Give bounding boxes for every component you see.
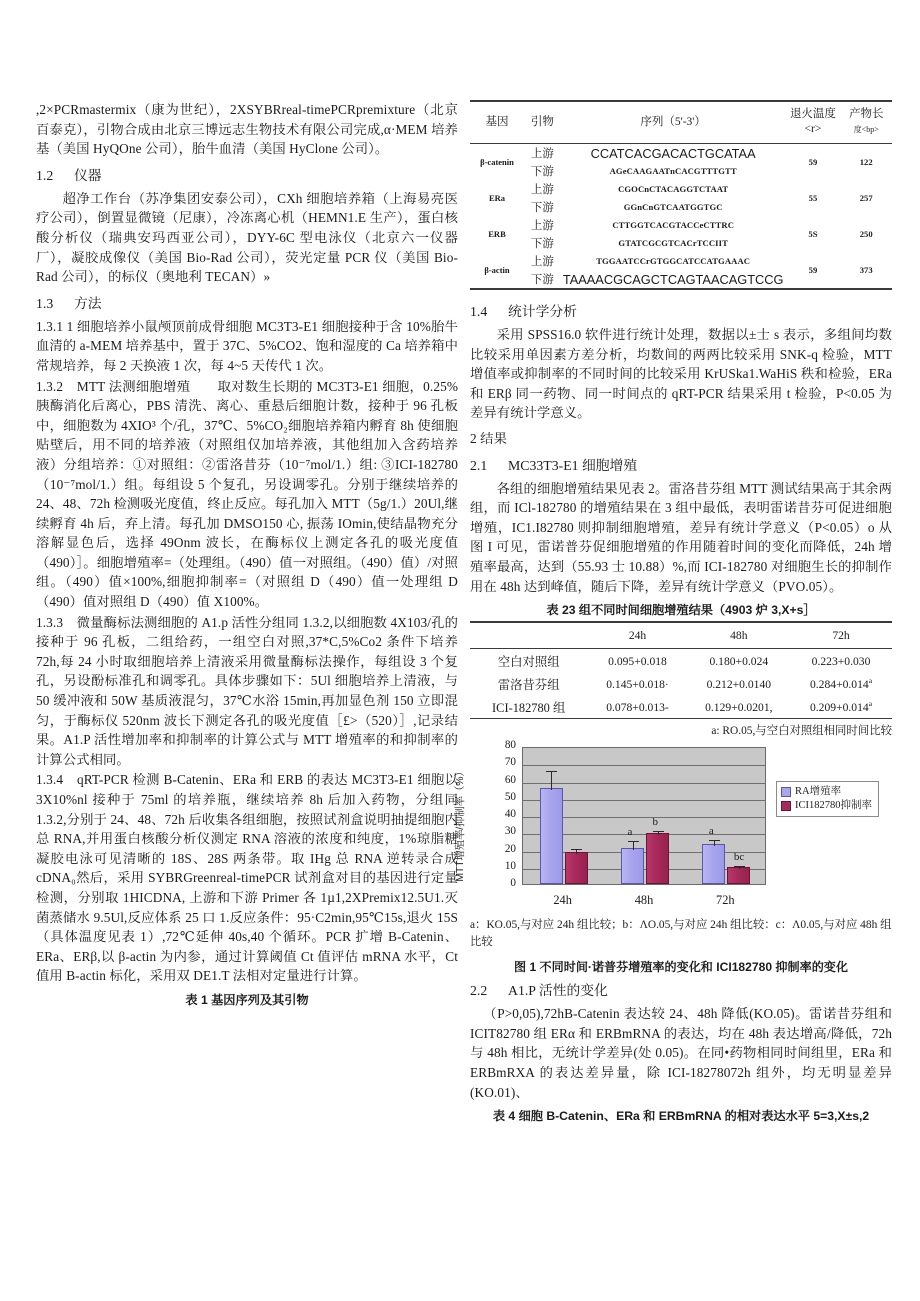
table1-cell-primer-fwd: 上游 bbox=[530, 148, 554, 160]
table1-cell-primer-rev: 下游 bbox=[530, 166, 554, 178]
legend-swatch-icon bbox=[781, 801, 791, 811]
right-column bbox=[454, 100, 892, 1127]
legend-label-ra: RA增殖率 bbox=[795, 786, 842, 798]
figure-1-caption: 图 1 不同时间·诺普芬增殖率的变化和 ICI182780 抑制率的变化 bbox=[514, 960, 848, 975]
table1-cell-primer-rev: 下游 bbox=[530, 238, 554, 250]
chart-y-tick-label: 70 bbox=[504, 756, 516, 769]
figure-1-chart bbox=[454, 739, 892, 913]
table1-cell-primer-rev: 下游 bbox=[530, 202, 554, 214]
legend-swatch-icon bbox=[781, 787, 791, 797]
heading-1-3-number: 1.3 bbox=[36, 295, 54, 311]
table4-caption: 表 4 细胞 B-Catenin、ERa 和 ERBmRNA 的相对表达水平 5=3,X±s,2 bbox=[492, 1109, 870, 1124]
heading-1-2-title: 仪器 bbox=[74, 167, 102, 183]
table2-cell-72h bbox=[790, 649, 892, 673]
table1-cell-bp: 122 bbox=[859, 157, 873, 167]
table2-sup: a bbox=[868, 699, 873, 709]
table2-sup: a bbox=[868, 676, 873, 686]
paragraph-2-1: 各组的细胞增殖结果见表 2。雷洛昔芬组 MTT 测试结果高于其余两组，而 ICl-182780 的增殖结果在 3 组中最低，表明雷诺昔芬可促进细胞增殖，IC1.I82780 则抑制细胞增殖，差异有统计学意义（P<0.05）o 从图 I 可见，雷诺普芬促细胞增殖的作用随着时间的变化而降低，24h 增殖率最高，达到（55.93 士 10.88）%,而 ICI-182780 对细胞生长的抑制作用在 48h 达到峰值，随后下降，差异有统计学意义（PVO.05）。 bbox=[470, 480, 892, 594]
paragraph-2-2: （P>0,05),72hB-Catenin 表达较 24、48h 降低(KO.05)。雷诺昔芬组和 ICIT82780 组 ERα 和 ERBmRNA 的表达，均在 48h 表达增高/降低，72h 与 48h 相比，无统计学差异(处 0.05)。在同•药物相同时间组里，ERa 和 ERBmRXA 的表达差异量，除 ICI-18278072h 组外，均无明显差异(KO.01)、 bbox=[470, 1006, 892, 1100]
heading-1-2 bbox=[36, 166, 458, 186]
table1-cell-gene: ERa bbox=[488, 193, 506, 203]
heading-2-1-title: MC33T3-E1 细胞增殖 bbox=[508, 457, 638, 473]
heading-1-4-number: 1.4 bbox=[470, 304, 488, 319]
table2-value: 0.078+0.013- bbox=[606, 701, 669, 715]
chart-x-tick-label: 72h bbox=[716, 893, 735, 908]
table-proliferation-results bbox=[470, 621, 892, 719]
table1-cell-bp: 373 bbox=[859, 265, 873, 275]
table2-value: 0.095+0.018 bbox=[608, 655, 667, 669]
chart-y-tick-label: 50 bbox=[504, 790, 516, 803]
table2-value: 0.180+0.024 bbox=[709, 655, 769, 669]
paragraph-instruments: 超净工作台（苏净集团安泰公司），CXh 细胞培养箱（上海易亮医疗公司），倒置显微镜（尼康），冷冻离心机（HEMN1.E 生产），蛋白核酸分析仪（瑞典安玛西亚公司），DYY-6C 型电泳仪（北京六一仪器厂），凝胶成像仪（美国 Bio-Rad 公司），荧光定量 PCR 仪（美国 Bio-Rad 公司），的标仪（奥地利 TECAN）» bbox=[36, 190, 458, 285]
table1-cell-seq-rev: GTATCGCGTCACrTCCIIT bbox=[618, 238, 728, 248]
legend-entry-ici bbox=[781, 799, 872, 813]
table1-header-sequence: 序列（5'-3'） bbox=[561, 101, 786, 144]
table2-value: 0.223+0.030 bbox=[811, 655, 871, 669]
table1-header-primer: 引物 bbox=[524, 101, 561, 144]
table2-cell-72h bbox=[790, 695, 892, 719]
chart-x-tick-label: 24h bbox=[553, 893, 572, 908]
chart-significance-label: bc bbox=[733, 850, 745, 863]
table1-caption: 表 1 基因序列及其引物 bbox=[185, 992, 309, 1007]
table1-header-bp-line2: 度<bp> bbox=[853, 125, 879, 134]
chart-error-cap bbox=[734, 866, 745, 867]
legend-entry-ra bbox=[781, 785, 872, 799]
chart-y-tick-label: 60 bbox=[504, 773, 516, 786]
table1-cell-primer-fwd: 上游 bbox=[530, 184, 554, 196]
table2-header-48h: 48h bbox=[688, 622, 790, 649]
paragraph-1-3-2: 1.3.2 MTT 法测细胞增殖 取对数生长期的 MC3T3-E1 细胞，0.25%胰酶消化后离心，PBS 清洗、离心、重悬后细胞计数，接种于 96 孔板中，细胞数为 4XIO³ 个/孔，37℃、5%CO₂细胞培养箱内孵育 8h 使细胞贴壁后，用不同的培养液（对照组仅加培养液，其他组加入含药培养液）分组培养：①对照组：②雷洛昔芬（10⁻⁷mol/1.）组: ③ICI-182780（10⁻⁷mol/1.）组。每组设 5 个复孔，另设调零孔。分别于继续培养的 24、48、72h 检测吸光度值，终止反应。每孔加入 MTT（5g/1.）20Ul,继续孵育 4h 后，弃上清。每孔加 DMSO150 心, 振荡 IOmin,使结晶物充分溶解显色后，选择 49Onm 波长，在酶标仪上测定各孔的吸光度值（490）］。细胞增殖率=（处理组。（490）值一对照组。（490）值）/对照组。（490）值×100%,细胞抑制率=（对照组 D（490）值一处理组 D（490）值对照组 D（490）值 X100%。 bbox=[36, 378, 458, 610]
table2-cell-24h bbox=[587, 649, 687, 673]
chart-bar bbox=[621, 848, 644, 884]
legend-label-ici: ICI182780抑制率 bbox=[795, 800, 872, 812]
paragraph-materials: ,2×PCRmastermix（康为世纪），2XSYBRreal-timePCRpremixture（北京百泰克），引物合成由北京三博远志生物技术有限公司完成,α·MEM 培养基（美国 HyQOne 公司），胎牛血清（美国 HyClone 公司）。 bbox=[36, 102, 458, 157]
chart-error-cap bbox=[628, 841, 639, 842]
heading-2-results: 2 结果 bbox=[470, 430, 507, 446]
paragraph-1-3-3: 1.3.3 微量酶标法测细胞的 A1.p 活性分组同 1.3.2,以细胞数 4X103/孔的接种于 96 孔板，二组给药，一组空白对照,37*C,5%Co2 条件下培养 72h,每 24 小时取细胞培养上清液采用微量酶标法操作，每组设 3 个复孔，另设酚标准孔和调零孔。具体步骤如下：5Ul 细胞培养上清液，与 50 缓冲液和 50W 基质液混匀，37℃水浴 15min,再加显色剂 150 立即混匀，于酶标仪 520nm 波长下测定各孔的吸光度值［£>（520）］,记录结果。A1.P 活性增加率和抑制率的计算公式与 MTT 增殖率的和抑制率的计算公式相同。 bbox=[36, 614, 458, 767]
chart-x-tick-label: 48h bbox=[634, 893, 654, 908]
chart-gridline bbox=[523, 765, 765, 766]
table-gene-sequences bbox=[470, 100, 892, 290]
table1-cell-tm: 55 bbox=[808, 193, 818, 203]
table1-header-tm-line1: 退火温度 bbox=[789, 108, 836, 120]
table1-cell-gene: ERB bbox=[488, 229, 506, 239]
chart-error-cap bbox=[546, 771, 557, 772]
table1-cell-bp: 250 bbox=[859, 229, 873, 239]
chart-y-tick-label: 40 bbox=[504, 808, 516, 821]
table1-cell-seq-rev: AGeCAAGAATnCACGTTTGTT bbox=[609, 166, 737, 176]
heading-2-2 bbox=[470, 981, 892, 1001]
table1-cell-seq-fwd: CCATCACGACACTGCATAA bbox=[590, 145, 756, 161]
chart-error-bar bbox=[633, 841, 634, 850]
table1-cell-tm: 59 bbox=[808, 157, 818, 167]
table1-cell-tm: 5S bbox=[808, 229, 818, 239]
table1-body bbox=[470, 144, 892, 290]
table2-footnote: a: RO.05,与空白对照组相同时间比较 bbox=[711, 725, 892, 738]
left-column bbox=[36, 100, 458, 1011]
chart-bar bbox=[565, 852, 588, 884]
heading-1-3 bbox=[36, 294, 458, 314]
chart-error-bar bbox=[551, 771, 552, 790]
chart-bar bbox=[702, 844, 725, 884]
table2-cell-48h bbox=[688, 672, 790, 695]
table1-cell-seq-fwd: CTTGGTCACGTACCeCTTRC bbox=[612, 220, 734, 230]
chart-plot-area bbox=[522, 747, 766, 885]
chart-error-cap bbox=[571, 849, 582, 850]
table2-caption: 表 23 组不同时间细胞增殖结果（4903 炉 3,X+s］ bbox=[546, 603, 816, 618]
chart-y-tick-label: 20 bbox=[504, 842, 516, 855]
chart-bar bbox=[540, 788, 563, 884]
table1-header-gene: 基因 bbox=[470, 101, 524, 144]
table2-value: 0.284+0.014 bbox=[809, 678, 869, 692]
table1-cell-seq-fwd: CGOCnCTACAGGTCTAAT bbox=[618, 184, 729, 194]
table1-cell-primer-fwd: 上游 bbox=[530, 220, 554, 232]
chart-error-cap bbox=[653, 831, 664, 832]
heading-1-3-title: 方法 bbox=[74, 295, 102, 311]
table1-cell-primer-fwd: 上游 bbox=[530, 256, 554, 268]
table1-cell-tm: 59 bbox=[808, 265, 818, 275]
table2-header-72h: 72h bbox=[790, 622, 892, 649]
table2-body bbox=[470, 649, 892, 719]
table-row bbox=[470, 180, 892, 198]
table2-cell-72h bbox=[790, 672, 892, 695]
figure-1-note: a：KO.05,与对应 24h 组比较；b：ΛO.05,与对应 24h 组比较：c：Λ0.05,与对应 48h 组比较 bbox=[470, 919, 892, 948]
table2-value: 0.129+0.0201, bbox=[705, 701, 773, 715]
chart-y-tick-label: 80 bbox=[504, 739, 516, 752]
table1-cell-gene: β-actin bbox=[484, 265, 510, 275]
heading-2-2-title: A1.P 活性的变化 bbox=[508, 983, 608, 999]
chart-significance-label: b bbox=[652, 816, 658, 829]
table-row bbox=[470, 216, 892, 234]
table-row bbox=[470, 695, 892, 719]
chart-y-tick-label: 30 bbox=[504, 825, 516, 838]
chart-gridline bbox=[523, 783, 765, 784]
table1-cell-seq-rev: GGnCnGTCAATGGTGC bbox=[623, 202, 723, 212]
table-row bbox=[470, 252, 892, 270]
paragraph-1-3-4: 1.3.4 qRT-PCR 检测 B-Catenin、ERa 和 ERB 的表达 MC3T3-E1 细胞以 3X10%nl 接种于 75ml 的培养瓶，继续培养 8h 后加入药物，分组同 1.3.2,分别于 24、48、72h 后收集各组细胞，按照试剂盒说明抽提细胞内总 RNA,并用蛋白核酸分析仪测定 RNA 溶液的浓度和纯度，1%琼脂糖凝胶电泳可见清晰的 18S、28S 两条带。取 IHg 总 RNA 逆转录合成 cDNA₀然后，采用 SYBRGreenreal-timePCR 试剂盒对目的基因进行定量检测，分别取 1HICDNA, 上游和下游 Primer 各 1µ1,2XPremix12.5U1.灭菌蒸储水 9.5Ul,反应体系 25 口 1.反应条件：95·C2min,95℃15s,退火 15S（具体温度见表 1）,72℃延伸 40s,40 个循环。PCR 扩增 B-Catenin、ERa、ERβ,以 β-actin 为内参，通过计算阈值 Ct 值评估 mRNA 水平，Ct 值用 B-actin 标化，采用双 DE1.T 法相对定量进行计算。 bbox=[36, 772, 458, 984]
table1-cell-bp: 257 bbox=[859, 193, 873, 203]
table-row bbox=[470, 672, 892, 695]
table1-header-bp bbox=[840, 101, 892, 144]
chart-bar bbox=[646, 833, 669, 884]
table2-cell-48h bbox=[688, 649, 790, 673]
chart-legend bbox=[776, 781, 879, 817]
chart-y-tick-label: 0 bbox=[510, 877, 516, 890]
heading-2-1 bbox=[470, 456, 892, 476]
table2-cell-24h bbox=[587, 672, 687, 695]
chart-significance-label: a bbox=[708, 824, 714, 837]
table2-value: 0.212+0.0140 bbox=[706, 678, 772, 692]
paragraph-1-3-1: 1.3.1 1 细胞培养小鼠颅顶前成骨细胞 MC3T3-E1 细胞接种于含 10%胎牛血清的 a-MEM 培养基中，置于 37C、5%CO2、饱和湿度的 Ca 培养箱中常规培养，每 2 天换液 1 次，每 4~5 天传代 1 次。 bbox=[36, 318, 458, 373]
paragraph-statistics: 采用 SPSS16.0 软件进行统计处理，数据以±士 s 表示，多组间均数比较采用单因素方差分析，均数间的两两比较采用 SNK-q 检验，MTT 增值率或抑制率的不同时间的比较采用 KrUSka1.WaHiS 秩和检验，ERa 和 ERβ 同一药物、同一时间点的 qRT-PCR 结果采用 t 检验，P<0.05 为差异有统计学意义。 bbox=[470, 327, 892, 421]
table2-cell-group: 雷洛昔芬组 bbox=[497, 677, 560, 692]
table2-cell-24h bbox=[587, 695, 687, 719]
chart-bar bbox=[727, 867, 750, 884]
table2-cell-group: 空白对照组 bbox=[497, 654, 560, 669]
table1-cell-seq-rev: TAAAACGCAGCTCAGTAACAGTCCG bbox=[562, 271, 784, 287]
heading-1-4 bbox=[470, 302, 892, 322]
table1-cell-seq-fwd: TGGAATCCrGTGGCATCCATGAAAC bbox=[596, 256, 751, 266]
table2-header-blank bbox=[470, 622, 587, 649]
heading-2-1-number: 2.1 bbox=[470, 457, 488, 473]
table1-cell-primer-rev: 下游 bbox=[530, 274, 554, 286]
table-row bbox=[470, 649, 892, 673]
table-row bbox=[470, 144, 892, 163]
chart-y-tick-label: 10 bbox=[504, 859, 516, 872]
table1-cell-gene: β-catenin bbox=[480, 157, 514, 167]
chart-significance-label: a bbox=[627, 826, 633, 839]
table2-cell-group: ICI-182780 组 bbox=[492, 700, 566, 715]
table1-header-tm-line2: <r> bbox=[804, 123, 822, 135]
heading-1-2-number: 1.2 bbox=[36, 167, 54, 183]
table2-cell-48h bbox=[688, 695, 790, 719]
heading-1-4-title: 统计学分析 bbox=[508, 304, 577, 319]
heading-2-2-number: 2.2 bbox=[470, 983, 488, 999]
table2-header-24h: 24h bbox=[587, 622, 687, 649]
table2-value: 0.209+0.014 bbox=[809, 701, 869, 715]
chart-y-axis-title: MTT增殖率/抑制率（%） bbox=[454, 766, 466, 882]
table1-header-tm bbox=[785, 101, 840, 144]
table2-value: 0.145+0.018· bbox=[606, 678, 669, 692]
table1-header-bp-line1: 产物长 bbox=[848, 108, 884, 120]
chart-error-cap bbox=[709, 840, 720, 841]
